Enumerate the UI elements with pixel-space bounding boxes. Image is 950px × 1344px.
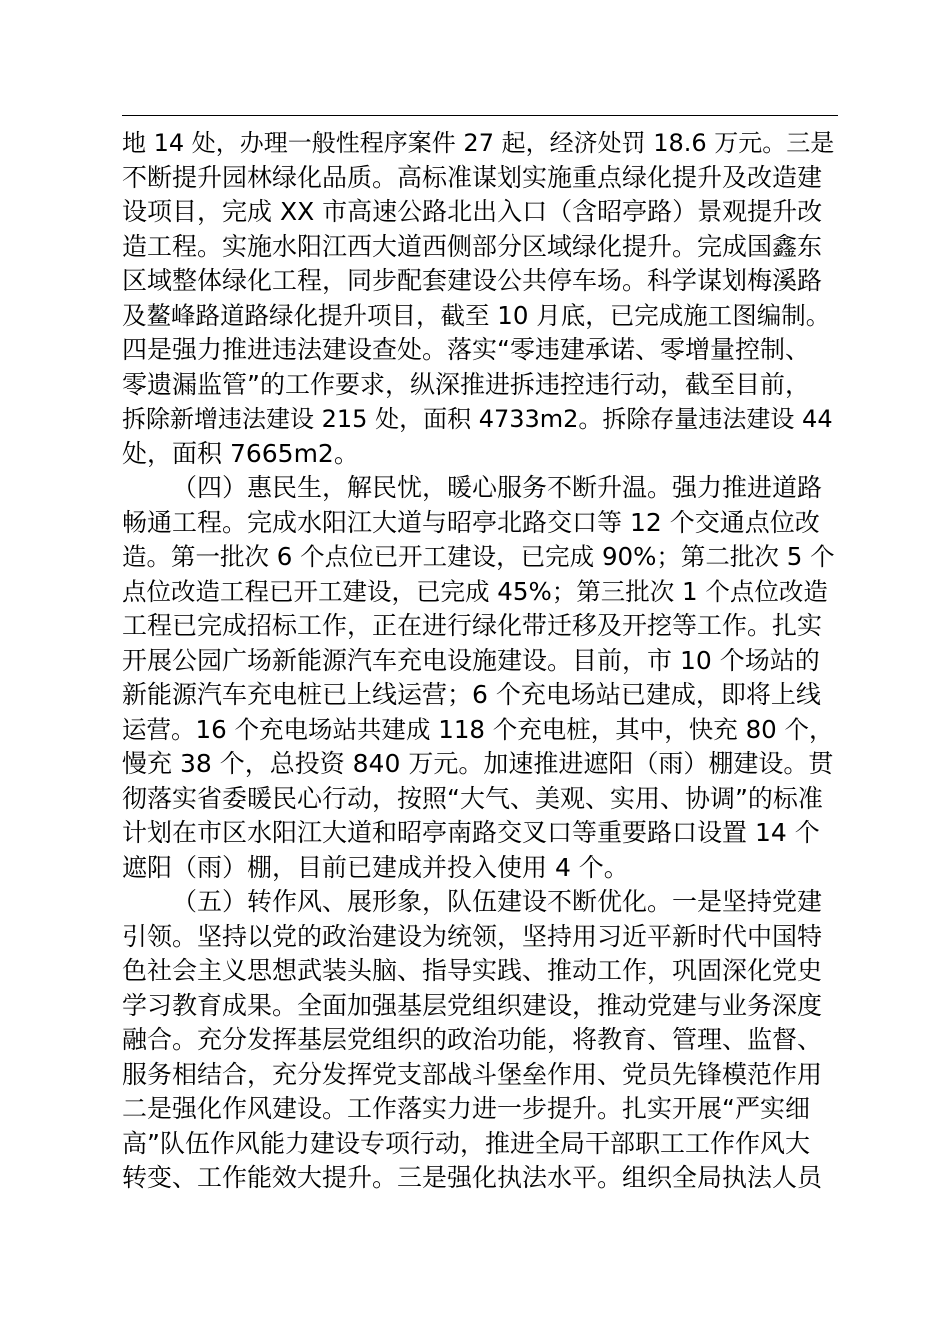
text-line: 拆除新增违法建设 215 处，面积 4733m2。拆除存量违法建设 44 — [122, 405, 833, 433]
text-line: 设项目，完成 XX 市高速公路北出入口（含昭亭路）景观提升改 — [122, 197, 823, 226]
text-line: 处，面积 7665m2。 — [122, 438, 359, 468]
text-line: 服务相结合，充分发挥党支部战斗堡垒作用、党员先锋模范作用 — [122, 1059, 823, 1089]
text-line: 开展公园广场新能源汽车充电设施建设。目前，市 10 个场站的 — [122, 645, 820, 675]
text-line: 不断提升园林绿化品质。高标准谋划实施重点绿化提升及改造建 — [122, 162, 823, 192]
paragraph-first-line: （五）转作风、展形象，队伍建设不断优化。一是坚持党建 — [172, 887, 823, 916]
text-line: 运营。16 个充电场站共建成 118 个充电桩，其中，快充 80 个， — [122, 714, 834, 744]
text-line: 及鳌峰路道路绿化提升项目，截至 10 月底，已完成施工图编制。 — [122, 300, 831, 330]
text-line: 转变、工作能效大提升。三是强化执法水平。组织全局执法人员 — [122, 1163, 823, 1192]
text-line: 零遗漏监管”的工作要求，纵深推进拆违控违行动，截至目前， — [122, 369, 810, 399]
text-line: 二是强化作风建设。工作落实力进一步提升。扎实开展“严实细 — [122, 1094, 810, 1123]
body-text — [122, 126, 838, 1196]
text-line: 造工程。实施水阳江西大道西侧部分区域绿化提升。完成国鑫东 — [122, 231, 823, 261]
text-line: 慢充 38 个，总投资 840 万元。加速推进遮阳（雨）棚建设。贯 — [122, 749, 834, 778]
text-line: 四是强力推进违法建设查处。落实“零违建承诺、零增量控制、 — [122, 335, 810, 364]
text-line: 点位改造工程已开工建设，已完成 45%；第三批次 1 个点位改造 — [122, 576, 828, 606]
text-line: 引领。坚持以党的政治建设为统领，坚持用习近平新时代中国特 — [122, 921, 823, 951]
text-line: 遮阳（雨）棚，目前已建成并投入使用 4 个。 — [122, 852, 629, 882]
text-line: 色社会主义思想武装头脑、指导实践、推动工作，巩固深化党史 — [122, 956, 823, 985]
text-line: 学习教育成果。全面加强基层党组织建设，推动党建与业务深度 — [122, 990, 823, 1020]
text-line: 区域整体绿化工程，同步配套建设公共停车场。科学谋划梅溪路 — [122, 266, 823, 295]
text-line: 造。第一批次 6 个点位已开工建设，已完成 90%；第二批次 5 个 — [122, 542, 835, 571]
text-line: 计划在市区水阳江大道和昭亭南路交叉口等重要路口设置 14 个 — [122, 818, 820, 847]
paragraph-first-line: （四）惠民生，解民忧，暖心服务不断升温。强力推进道路 — [172, 473, 823, 502]
text-line: 工程已完成招标工作，正在进行绿化带迁移及开挖等工作。扎实 — [122, 611, 823, 640]
text-line: 新能源汽车充电桩已上线运营；6 个充电场站已建成，即将上线 — [122, 680, 821, 709]
text-line: 高”队伍作风能力建设专项行动，推进全局干部职工工作作风大 — [122, 1128, 810, 1158]
text-line: 彻落实省委暖民心行动，按照“大气、美观、实用、协调”的标准 — [122, 783, 823, 813]
text-line: 地 14 处，办理一般性程序案件 27 起，经济处罚 18.6 万元。三是 — [122, 129, 835, 157]
text-line: 融合。充分发挥基层党组织的政治功能，将教育、管理、监督、 — [122, 1025, 823, 1054]
text-line: 畅通工程。完成水阳江大道与昭亭北路交口等 12 个交通点位改 — [122, 507, 820, 537]
header-rule — [122, 115, 838, 116]
